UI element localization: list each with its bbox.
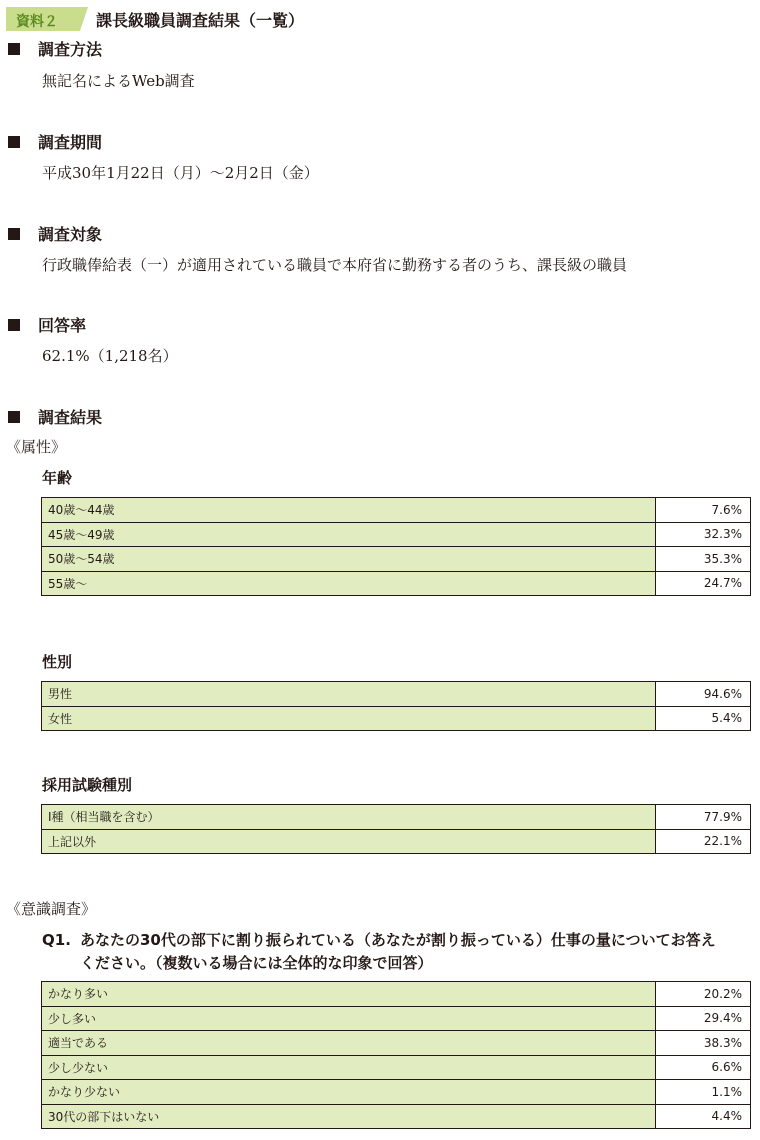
table-row	[42, 1104, 751, 1129]
square-bullet-icon	[8, 319, 20, 331]
row-label: 適当である	[42, 1031, 656, 1056]
square-bullet-icon	[8, 228, 20, 240]
row-value: 22.1%	[656, 829, 751, 854]
row-label: Ⅰ種（相当職を含む）	[42, 805, 656, 830]
section-heading-text: 調査対象	[38, 225, 103, 244]
row-value: 94.6%	[656, 682, 751, 707]
table-row	[42, 982, 751, 1007]
target-text: 行政職俸給表（一）が適用されている職員で本府省に勤務する者のうち、課長級の職員	[42, 256, 628, 274]
row-value: 20.2%	[656, 982, 751, 1007]
square-bullet-icon	[8, 136, 20, 148]
row-label: 30代の部下はいない	[42, 1104, 656, 1129]
table-row	[42, 498, 751, 523]
row-label: 45歳〜49歳	[42, 522, 656, 547]
table-row	[42, 547, 751, 572]
section-heading-period	[8, 130, 102, 153]
section-heading-text: 回答率	[38, 316, 87, 335]
question-q1	[42, 929, 754, 975]
row-value: 35.3%	[656, 547, 751, 572]
row-value: 5.4%	[656, 706, 751, 731]
row-label: 少し多い	[42, 1006, 656, 1031]
section-heading-results	[8, 405, 102, 428]
attributes-label: 《属性》	[6, 438, 67, 456]
table-row	[42, 1080, 751, 1105]
section-heading-rate	[8, 313, 86, 336]
row-value: 6.6%	[656, 1055, 751, 1080]
section-heading-text: 調査結果	[38, 408, 103, 427]
section-heading-text: 調査方法	[38, 40, 103, 59]
rate-text: 62.1%（1,218名）	[42, 347, 178, 365]
age-table	[41, 497, 751, 596]
row-value: 4.4%	[656, 1104, 751, 1129]
exam-heading: 採用試験種別	[42, 776, 133, 794]
section-heading-method	[8, 37, 102, 60]
table-row	[42, 829, 751, 854]
row-label: 40歳〜44歳	[42, 498, 656, 523]
row-value: 24.7%	[656, 571, 751, 596]
row-label: 55歳〜	[42, 571, 656, 596]
section-heading-target	[8, 222, 102, 245]
square-bullet-icon	[8, 43, 20, 55]
gender-heading: 性別	[42, 653, 73, 671]
table-row	[42, 522, 751, 547]
row-value: 38.3%	[656, 1031, 751, 1056]
row-value: 7.6%	[656, 498, 751, 523]
table-row	[42, 1055, 751, 1080]
question-number: Q1.	[42, 931, 71, 949]
table-row	[42, 682, 751, 707]
row-value: 77.9%	[656, 805, 751, 830]
table-row	[42, 571, 751, 596]
row-label: 女性	[42, 706, 656, 731]
row-label: 50歳〜54歳	[42, 547, 656, 572]
gender-table	[41, 681, 751, 731]
q1-table	[41, 981, 751, 1129]
square-bullet-icon	[8, 411, 20, 423]
document-label: 資料２	[6, 7, 80, 31]
table-row	[42, 805, 751, 830]
row-label: かなり多い	[42, 982, 656, 1007]
question-text: あなたの30代の部下に割り振られている（あなたが割り振っている）仕事の量についてお答えください。（複数いる場合には全体的な印象で回答）	[80, 931, 716, 972]
row-value: 32.3%	[656, 522, 751, 547]
method-text: 無記名によるWeb調査	[42, 72, 195, 90]
document-title: 課長級職員調査結果（一覧）	[96, 11, 305, 30]
row-label: かなり少ない	[42, 1080, 656, 1105]
table-row	[42, 1006, 751, 1031]
table-row	[42, 1031, 751, 1056]
survey-label: 《意識調査》	[6, 900, 97, 918]
row-label: 少し少ない	[42, 1055, 656, 1080]
row-label: 上記以外	[42, 829, 656, 854]
period-text: 平成30年1月22日（月）〜2月2日（金）	[42, 164, 319, 182]
row-label: 男性	[42, 682, 656, 707]
table-row	[42, 706, 751, 731]
row-value: 29.4%	[656, 1006, 751, 1031]
section-heading-text: 調査期間	[38, 133, 103, 152]
exam-table	[41, 804, 751, 854]
age-heading: 年齢	[42, 469, 73, 487]
row-value: 1.1%	[656, 1080, 751, 1105]
